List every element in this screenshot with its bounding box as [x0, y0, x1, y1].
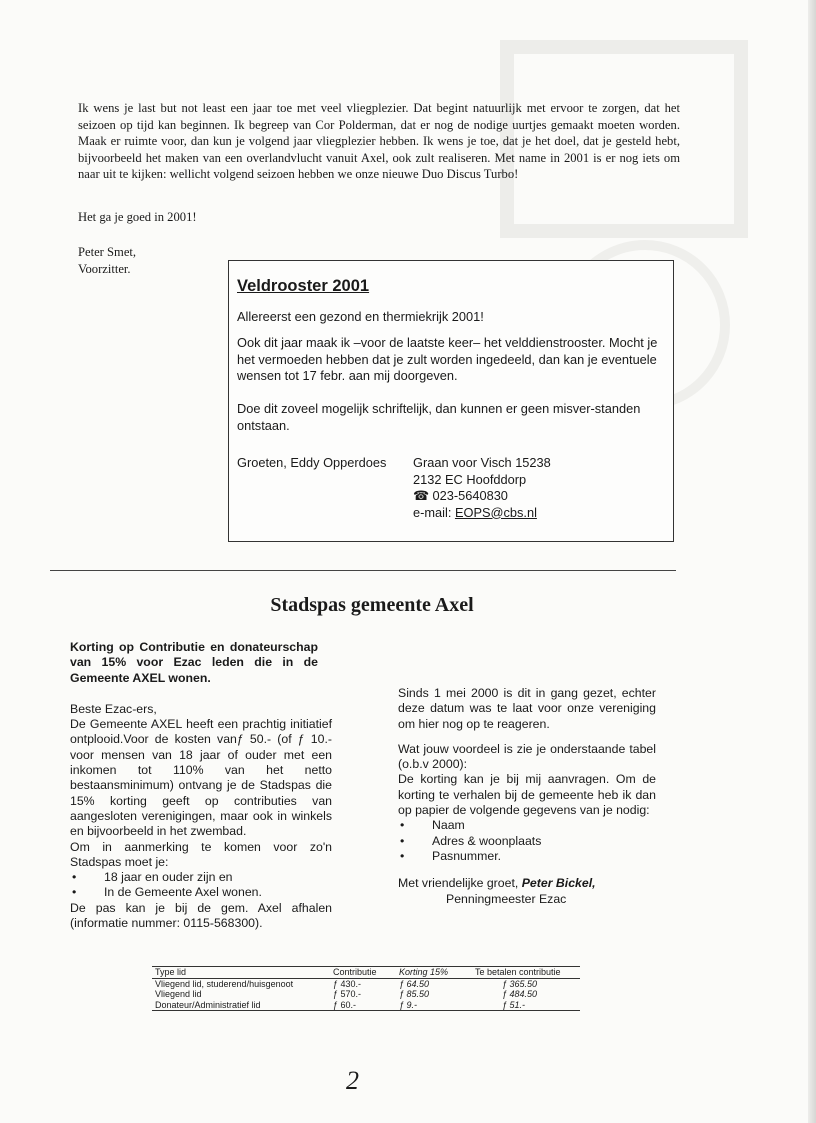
section-divider: [50, 570, 676, 571]
cell-te-betalen: ƒ 484.50: [502, 989, 538, 999]
column-header-te-betalen: Te betalen contributie: [472, 967, 580, 979]
veldrooster-box: [228, 260, 674, 542]
cell-korting: ƒ 85.50: [399, 989, 430, 999]
stadspas-right-para-3: De korting kan je bij mij aanvragen. Om de korting te verhalen bij de gemeente heb ik dan op papier de volgende gegevens van je nodig:: [398, 772, 656, 818]
stadspas-right-para-2: Wat jouw voordeel is zie je onderstaande tabel (o.b.v 2000):: [398, 741, 656, 772]
email-label: e-mail:: [413, 504, 455, 520]
regards-line: [398, 876, 656, 891]
veldrooster-para-1: Allereerst een gezond en thermiekrijk 2001!: [237, 309, 484, 324]
table-header-row: [152, 967, 580, 979]
cell-type: Donateur/Administratief lid: [152, 1000, 330, 1011]
cell-type: Vliegend lid: [155, 989, 202, 999]
stadspas-right-para-1: Sinds 1 mei 2000 is dit in gang gezet, echter deze datum was te laat voor onze vereniging om hier nog op te reageren.: [398, 686, 656, 731]
stadspas-heading: Korting op Contributie en donateurschap van 15% voor Ezac leden die in de Gemeente AXEL wonen.: [70, 640, 318, 685]
veldrooster-para-3: Doe dit zoveel mogelijk schriftelijk, dan kunnen er geen misver-standen ontstaan.: [237, 401, 641, 433]
cell-te-betalen: ƒ 51.-: [472, 1000, 580, 1011]
address-email-line: [413, 505, 551, 522]
page-edge: [808, 0, 816, 1123]
stadspas-left-column: [70, 640, 332, 931]
fee-table: [152, 966, 580, 1011]
stadspas-left-para-2: Om in aanmerking te komen voor zo'n Stadspas moet je:: [70, 839, 332, 869]
veldrooster-address: [413, 455, 551, 521]
list-item: • Adres & woonplaats: [398, 834, 656, 849]
cell-korting: ƒ 64.50: [399, 978, 430, 989]
list-item: • In de Gemeente Axel wonen.: [70, 885, 332, 900]
column-header-korting: Korting 15%: [396, 967, 472, 979]
cell-contributie: ƒ 570.-: [333, 989, 362, 999]
address-city: 2132 EC Hoofddorp: [413, 471, 527, 487]
stadspas-title: Stadspas gemeente Axel: [270, 594, 474, 616]
signer-role: Voorzitter.: [78, 262, 131, 276]
cell-type: Vliegend lid, studerend/huisgenoot: [155, 978, 294, 989]
cell-te-betalen: ƒ 365.50: [502, 978, 538, 989]
list-item: • 18 jaar en ouder zijn en: [70, 870, 332, 885]
signer-name: Peter Smet,: [78, 245, 137, 259]
stadspas-left-para-3: De pas kan je bij de gem. Axel afhalen (informatie nummer: 0115-568300).: [70, 900, 332, 931]
intro-letter: [78, 100, 680, 183]
veldrooster-para-2: Ook dit jaar maak ik –voor de laatste keer– het velddienstrooster. Mocht je het vermoeden hebben dat je zult worden ingedeeld, dan kan je eventuele wensen tot 17 febr. aan mij doorgeven.: [237, 335, 658, 383]
veldrooster-signature: Groeten, Eddy Opperdoes: [237, 455, 387, 470]
regards-role: Penningmeester Ezac: [446, 891, 567, 906]
intro-paragraph: Ik wens je last but not least een jaar toe met veel vliegplezier. Dat begint natuurlijk met ervoor te zorgen, dat het seizoen op tijd kan beginnen. Ik begreep van Cor Polderman, dat er nog de nodige uurtjes gemaakt moeten worden. Maak er ruimte voor, dan kun je volgend jaar vliegplezier hebben. Ik wens je toe, dat je het doel, dat je gesteld hebt, bijvoorbeeld het maken van een overlandvlucht vanuit Axel, ook zult realiseren. Met name in 2001 is er nog iets om naar uit te kijken: wellicht volgend seizoen hebben we onze nieuwe Duo Discus Turbo!: [78, 101, 680, 181]
column-header-contributie: Contributie: [330, 967, 396, 979]
veldrooster-title: Veldrooster 2001: [237, 277, 370, 295]
stadspas-greeting: Beste Ezac-ers,: [70, 701, 157, 716]
cell-korting: ƒ 9.-: [396, 1000, 472, 1011]
stadspas-right-column: [398, 686, 656, 907]
intro-signature: [78, 244, 136, 278]
requirements-list: [398, 818, 656, 864]
list-item: • Naam: [398, 818, 656, 833]
regards-name: Peter Bickel,: [521, 876, 596, 891]
column-header-type: Type lid: [152, 967, 330, 979]
stadspas-left-para: De Gemeente AXEL heeft een prachtig initiatief ontplooid.Voor de kosten vanƒ 50.- (of ƒ 10.- voor mensen van 18 jaar of ouder met een inkomen tot 110% van het netto bestaansminimum) ontvang je de Stadspas die 15% korting geeft op contributies van aangesloten verenigingen, maar ook in winkels en bijvoorbeeld in het zwembad.: [70, 717, 332, 839]
address-phone: ☎ 023-5640830: [413, 488, 508, 503]
conditions-list: [70, 870, 332, 901]
regards-text: Met vriendelijke groet,: [398, 876, 522, 891]
table-row: [152, 978, 580, 989]
cell-contributie: ƒ 60.-: [330, 1000, 396, 1011]
page-number: 2: [346, 1066, 359, 1095]
table-row: [152, 989, 580, 1000]
table-row: [152, 1000, 580, 1011]
cell-contributie: ƒ 430.-: [333, 978, 362, 989]
email-link[interactable]: EOPS@cbs.nl: [454, 504, 537, 520]
list-item: • Pasnummer.: [398, 849, 656, 864]
address-street: Graan voor Visch 15238: [413, 455, 551, 470]
intro-closing: Het ga je goed in 2001!: [78, 210, 197, 224]
